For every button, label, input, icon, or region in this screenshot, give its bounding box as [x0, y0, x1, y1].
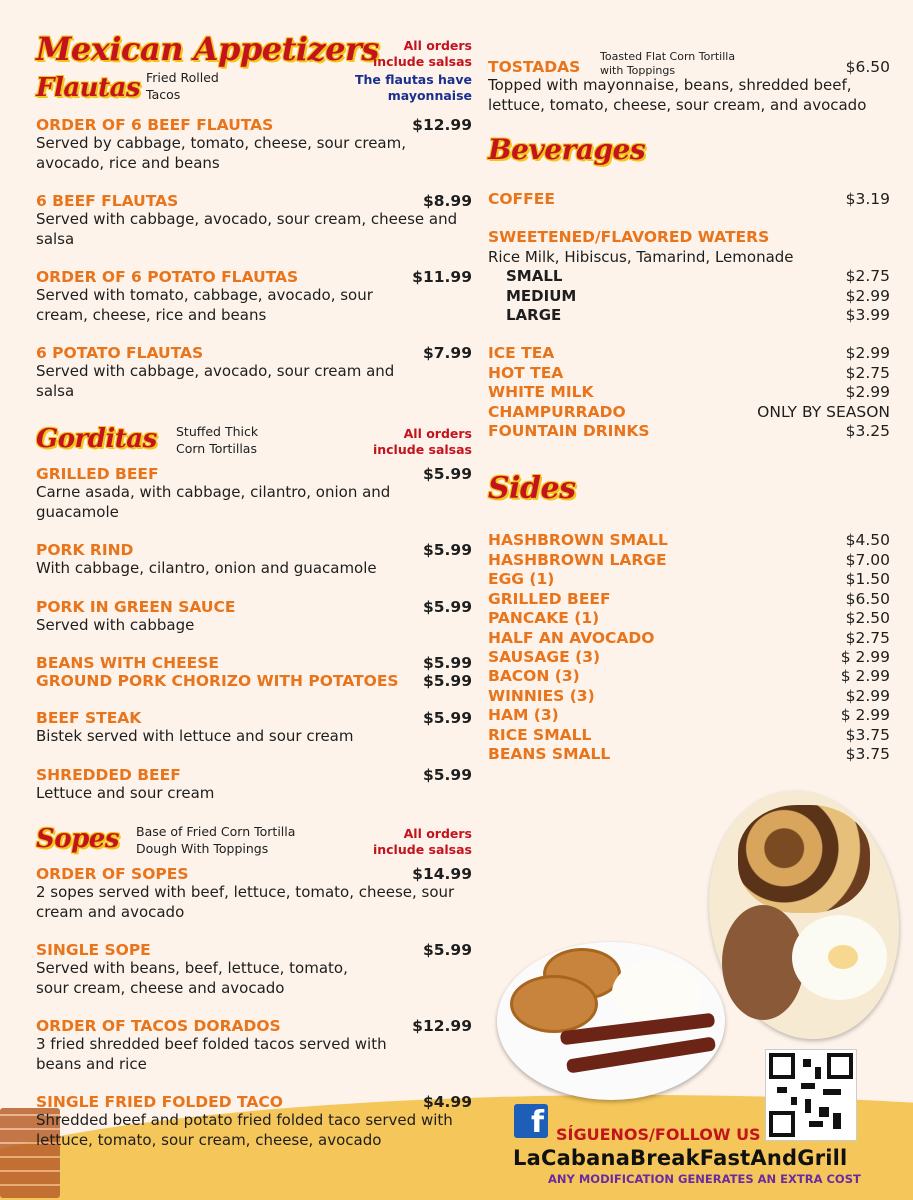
gorditas-list — [36, 465, 472, 803]
menu-item — [36, 709, 472, 747]
menu-item — [488, 726, 890, 745]
item-price: $11.99 — [412, 268, 472, 286]
item-price: $2.50 — [845, 609, 890, 628]
flautas-list — [36, 116, 472, 401]
size-row — [488, 287, 890, 306]
left-column — [36, 30, 472, 1150]
item-desc: Shredded beef and potato fried folded taco served with lettuce, tomato, sour cream, cheese, avocado — [36, 1111, 453, 1149]
item-name: BACON (3) — [488, 667, 580, 686]
sides-header — [488, 471, 890, 531]
item-name: ICE TEA — [488, 344, 555, 363]
menu-item — [488, 531, 890, 550]
menu-item — [36, 941, 472, 998]
menu-item — [36, 865, 472, 922]
item-price: $1.50 — [845, 570, 890, 589]
item-desc: Toasted Flat Corn Tortilla with Toppings — [600, 50, 736, 77]
item-name: BEANS WITH CHEESE — [36, 654, 220, 672]
item-name: BEANS SMALL — [488, 744, 611, 763]
item-name: BEEF STEAK — [36, 709, 142, 727]
sopes-desc: Base of Fried Corn Tortilla Dough With Toppings — [136, 824, 296, 856]
item-desc: Served by cabbage, tomato, cheese, sour cream, avocado, rice and beans — [36, 134, 407, 172]
follow-us-text: SÍGUENOS/FOLLOW US — [556, 1125, 761, 1144]
pancake — [510, 975, 598, 1033]
menu-item — [488, 344, 890, 363]
item-desc: Carne asada, with cabbage, cilantro, onion and guacamole — [36, 483, 391, 521]
right-column — [488, 52, 890, 764]
item-price: $7.00 — [845, 550, 890, 569]
menu-item — [488, 687, 890, 706]
item-name: COFFEE — [488, 190, 555, 208]
menu-item — [488, 403, 890, 422]
item-name: HAM (3) — [488, 706, 559, 725]
menu-item — [488, 570, 890, 589]
item-price: $5.99 — [422, 541, 472, 559]
item-desc: Served with cabbage — [36, 615, 195, 634]
item-name: SAUSAGE (3) — [488, 647, 601, 666]
sopes-header — [36, 823, 472, 865]
item-price: $2.99 — [845, 286, 890, 305]
item-desc: Served with cabbage, avocado, sour cream, cheese and salsa — [36, 210, 458, 248]
beverages-title: Beverages — [488, 133, 646, 166]
menu-item — [36, 654, 472, 690]
item-price: $5.99 — [422, 709, 472, 727]
item-name: CHAMPURRADO — [488, 402, 626, 421]
menu-item — [488, 190, 890, 209]
menu-item — [488, 648, 890, 667]
size-row — [488, 306, 890, 325]
item-desc: Served with beans, beef, lettuce, tomato, sour cream, cheese and avocado — [36, 959, 348, 997]
item-price: $ 2.99 — [840, 647, 890, 666]
size-name: SMALL — [506, 267, 563, 286]
hash-skillet — [738, 805, 870, 913]
menu-item — [488, 364, 890, 383]
item-name: HASHBROWN LARGE — [488, 550, 667, 569]
item-price: $12.99 — [412, 1017, 472, 1035]
sopes-note: All orders include salsas — [372, 826, 472, 857]
item-price: $4.99 — [422, 1093, 472, 1111]
item-name: PORK IN GREEN SAUCE — [36, 597, 236, 616]
item-price: $5.99 — [422, 597, 472, 616]
item-name: GROUND PORK CHORIZO WITH POTATOES — [36, 672, 399, 690]
item-name: FOUNTAIN DRINKS — [488, 422, 650, 441]
item-price: $6.50 — [845, 589, 890, 608]
qr-code[interactable] — [766, 1050, 856, 1140]
item-price: $12.99 — [412, 116, 472, 134]
menu-item — [488, 609, 890, 628]
flautas-note: The flautas have mayonnaise — [354, 72, 472, 103]
item-price: $ 2.99 — [840, 706, 890, 725]
item-desc: Rice Milk, Hibiscus, Tamarind, Lemonade — [488, 247, 794, 266]
item-name: HOT TEA — [488, 363, 564, 382]
menu-item — [488, 422, 890, 441]
item-name: EGG (1) — [488, 570, 555, 589]
item-price: $3.99 — [845, 306, 890, 325]
flautas-desc: Fried Rolled Tacos — [146, 70, 219, 102]
menu-item — [36, 465, 472, 522]
item-price: $5.99 — [422, 672, 472, 690]
sides-list — [488, 531, 890, 764]
menu-item — [36, 541, 472, 579]
item-price: $8.99 — [422, 192, 472, 210]
menu-item — [488, 667, 890, 686]
modification-note: ANY MODIFICATION GENERATES AN EXTRA COST — [548, 1172, 861, 1186]
item-name: PORK RIND — [36, 541, 134, 559]
item-price: $ 2.99 — [840, 667, 890, 686]
item-name: GRILLED BEEF — [488, 589, 611, 608]
item-price: $4.50 — [845, 531, 890, 550]
menu-item — [36, 766, 472, 804]
item-price: $5.99 — [422, 765, 472, 784]
item-desc: Bistek served with lettuce and sour cream — [36, 727, 354, 745]
item-desc: 2 sopes served with beef, lettuce, tomato, cheese, sour cream and avocado — [36, 883, 455, 921]
item-desc: With cabbage, cilantro, onion and guacamole — [36, 559, 377, 577]
item-price: $2.75 — [845, 628, 890, 647]
menu-item — [488, 706, 890, 725]
item-desc: Served with cabbage, avocado, sour cream and salsa — [36, 362, 395, 400]
item-price: $2.75 — [845, 267, 890, 286]
item-price: $5.99 — [422, 465, 472, 483]
size-name: MEDIUM — [506, 286, 577, 305]
flautas-title: Flautas — [36, 73, 141, 103]
item-name: SINGLE FRIED FOLDED TACO — [36, 1093, 283, 1111]
item-desc: Lettuce and sour cream — [36, 783, 215, 802]
menu-item — [36, 192, 472, 249]
item-name: HALF AN AVOCADO — [488, 628, 655, 647]
item-name: ORDER OF TACOS DORADOS — [36, 1017, 281, 1035]
item-name: SINGLE SOPE — [36, 941, 151, 959]
beverages-list — [488, 190, 890, 441]
size-row — [488, 267, 890, 286]
item-name: PANCAKE (1) — [488, 609, 600, 628]
menu-item — [36, 268, 472, 325]
item-price: $7.99 — [422, 344, 472, 362]
item-price: $2.99 — [845, 686, 890, 705]
item-name: 6 POTATO FLAUTAS — [36, 344, 204, 362]
gorditas-title: Gorditas — [36, 424, 157, 454]
item-name: ORDER OF 6 BEEF FLAUTAS — [36, 116, 274, 134]
item-price: $2.99 — [845, 383, 890, 402]
menu-item — [488, 383, 890, 402]
gorditas-desc: Stuffed Thick Corn Tortillas — [176, 424, 259, 456]
menu-item — [36, 598, 472, 636]
flautas-header — [36, 70, 472, 116]
gorditas-header — [36, 423, 472, 465]
size-name: LARGE — [506, 306, 562, 325]
appetizers-title: Mexican Appetizers — [36, 30, 379, 68]
beverages-header — [488, 133, 890, 190]
item-price: $6.50 — [845, 58, 890, 76]
item-price: $3.25 — [845, 422, 890, 441]
item-name: TOSTADAS — [488, 58, 581, 76]
menu-item — [36, 1093, 472, 1150]
facebook-icon[interactable]: f — [514, 1104, 548, 1138]
item-price: $5.99 — [422, 654, 472, 672]
gorditas-note: All orders include salsas — [372, 426, 472, 457]
menu-item — [488, 629, 890, 648]
menu-item — [488, 228, 890, 247]
sides-title: Sides — [488, 471, 576, 507]
item-name: SWEETENED/FLAVORED WATERS — [488, 228, 770, 247]
menu-item — [36, 1017, 472, 1074]
item-name: GRILLED BEEF — [36, 465, 159, 483]
item-name: SHREDDED BEEF — [36, 765, 181, 784]
sopes-list — [36, 865, 472, 1150]
sopes-title: Sopes — [36, 824, 119, 854]
item-detail: Topped with mayonnaise, beans, shredded beef, lettuce, tomato, cheese, sour cream, and avocado — [488, 76, 867, 114]
menu-item — [488, 551, 890, 570]
menu-item — [488, 745, 890, 764]
menu-item — [36, 344, 472, 401]
egg-yolk — [828, 945, 858, 969]
appetizers-note: All orders include salsas — [372, 38, 472, 69]
menu-item — [488, 590, 890, 609]
item-price: $2.99 — [845, 344, 890, 363]
brand-name[interactable]: LaCabanaBreakFastAndGrill — [513, 1146, 848, 1170]
item-price: $3.19 — [845, 190, 890, 208]
item-desc: 3 fried shredded beef folded tacos served with beans and rice — [36, 1035, 387, 1073]
item-price: $2.75 — [845, 363, 890, 382]
item-name: HASHBROWN SMALL — [488, 531, 668, 550]
item-price: ONLY BY SEASON — [757, 402, 890, 421]
item-desc: Served with tomato, cabbage, avocado, sour cream, cheese, rice and beans — [36, 286, 373, 324]
menu-item — [36, 116, 472, 173]
item-price: $3.75 — [845, 744, 890, 763]
tostadas-item — [488, 52, 890, 112]
item-name: WHITE MILK — [488, 383, 594, 402]
item-name: ORDER OF 6 POTATO FLAUTAS — [36, 268, 299, 286]
item-price: $3.75 — [845, 725, 890, 744]
item-name: 6 BEEF FLAUTAS — [36, 192, 179, 210]
item-name: RICE SMALL — [488, 725, 592, 744]
item-price: $14.99 — [412, 865, 472, 883]
item-name: ORDER OF SOPES — [36, 865, 189, 883]
item-price: $5.99 — [422, 941, 472, 959]
item-name: WINNIES (3) — [488, 686, 595, 705]
